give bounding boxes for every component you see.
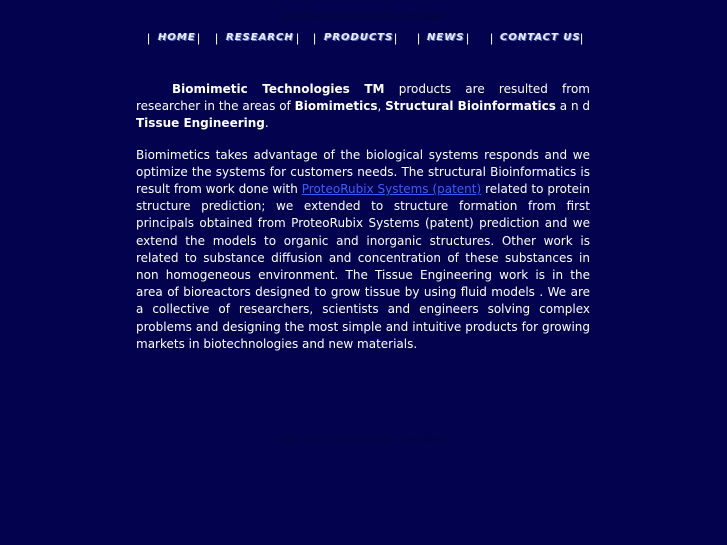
intro-paragraph: [136, 81, 590, 133]
nav-separator: |: [394, 31, 398, 45]
intro-text: products are resulted from researcher in the areas of: [136, 82, 590, 114]
nav-contact-us-link[interactable]: CONTACT US: [500, 32, 581, 43]
nav-news-link[interactable]: NEWS: [427, 32, 465, 43]
body-text: related to protein structure prediction; we extended to structure formation from first principals obtained from ProteoRubix Systems (patent) prediction and we extend the models to organic and inorganic structures. Other work is related to substance diffusion and concentration of these substances in non homogeneous environment. The Tissue Engineering work is in the area of bioreactors designed to grow tissue by using fluid models . We are a collective of researchers, scientists and engineers solving complex problems and designing the most simple and intuitive products for growing markets in biotechnologies and new materials.: [136, 182, 590, 351]
area-structural-bioinformatics: Structural Bioinformatics: [385, 99, 556, 114]
nav-separator: |: [296, 31, 300, 45]
main-content: [136, 81, 590, 353]
nav-research-link[interactable]: RESEARCH: [226, 32, 294, 43]
nav-separator: |: [313, 31, 317, 45]
flash-plugin-notice-bottom: No flash player plugin installed: [282, 432, 445, 446]
nav-separator: |: [197, 31, 201, 45]
company-name: Biomimetic Technologies TM: [172, 82, 385, 96]
main-nav: [0, 31, 727, 47]
intro-text: .: [264, 116, 269, 131]
nav-separator: |: [147, 31, 151, 45]
nav-home-link[interactable]: HOME: [158, 32, 196, 43]
area-tissue-engineering: Tissue Engineering: [136, 116, 265, 131]
intro-text: a n d: [555, 99, 590, 114]
nav-separator: |: [215, 31, 219, 45]
body-paragraph: [136, 147, 590, 353]
intro-text: ,: [377, 99, 386, 114]
body-text: Biomimetics takes advantage of the biological systems responds and we optimize the systems for customers needs. The structural Bioinformatics is result from work done with: [136, 147, 590, 197]
nav-separator: |: [417, 31, 421, 45]
proteorubix-patent-link[interactable]: ProteoRubix Systems (patent): [301, 182, 482, 197]
nav-separator: |: [490, 31, 494, 45]
area-biomimetics: Biomimetics: [294, 99, 378, 114]
nav-products-link[interactable]: PRODUCTS: [324, 32, 394, 43]
flash-plugin-notice-top: No flash player plugin installed: [282, 9, 445, 23]
nav-separator: |: [580, 31, 584, 45]
nav-separator: |: [466, 31, 470, 45]
